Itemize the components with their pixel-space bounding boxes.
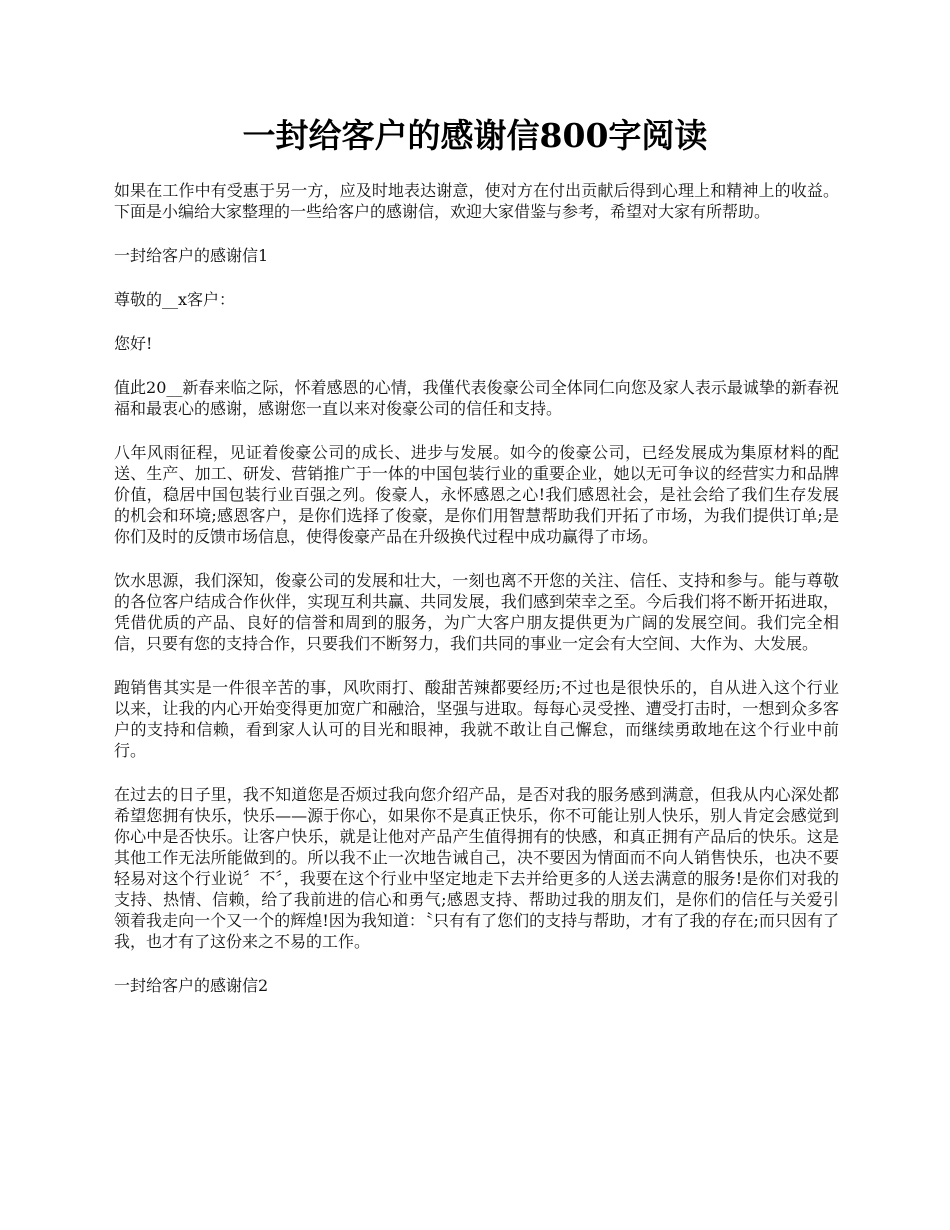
greeting: 您好! (114, 334, 153, 353)
section-heading-2: 一封给客户的感谢信2 (114, 976, 269, 995)
salutation: 尊敬的__x客户： (114, 290, 236, 309)
body-paragraph: 在过去的日子里，我不知道您是否烦过我向您介绍产品，是否对我的服务感到满意，但我从内心深处都希望您拥有快乐，快乐——源于你心，如果你不是真正快乐，你不可能让别人快乐，别人肯定会感觉到你心中是否快乐。让客户快乐，就是让他对产品产生值得拥有的快感，和真正拥有产品后的快乐。这是其他工作无法所能做到的。所以我不止一次地告诫自己，决不要因为情面而不向人销售快乐，也决不要轻易对这个行业说〞不〞，我要在这个行业中坚定地走下去并给更多的人送去满意的服务!是你们对我的支持、热情、信赖，给了我前进的信心和勇气;感恩支持、帮助过我的朋友们，是你们的信任与关爱引领着我走向一个又一个的辉煌!因为我知道：〝只有有了您们的支持与帮助，才有了我的存在;而只因有了我，也才有了这份来之不易的工作。 (114, 785, 839, 951)
document-body (114, 180, 839, 1019)
body-paragraph: 八年风雨征程，见证着俊豪公司的成长、进步与发展。如今的俊豪公司，已经发展成为集原材料的配送、生产、加工、研发、营销推广于一体的中国包装行业的重要企业，她以无可争议的经营实力和品牌价值，稳居中国包装行业百强之列。俊豪人，永怀感恩之心!我们感恩社会，是社会给了我们生存发展的机会和环境;感恩客户，是你们选择了俊豪，是你们用智慧帮助我们开拓了市场，为我们提供订单;是你们及时的反馈市场信息，使得俊豪产品在升级换代过程中成功赢得了市场。 (114, 443, 839, 546)
body-paragraph: 值此20__新春来临之际，怀着感恩的心情，我僅代表俊豪公司全体同仁向您及家人表示最诚挚的新春祝福和最衷心的感谢，感谢您一直以来对俊豪公司的信任和支持。 (114, 378, 839, 418)
section-heading-1: 一封给客户的感谢信1 (114, 246, 269, 265)
body-paragraph: 饮水思源，我们深知，俊豪公司的发展和壮大，一刻也离不开您的关注、信任、支持和参与。能与尊敬的各位客户结成合作伙伴，实现互利共赢、共同发展，我们感到荣幸之至。今后我们将不断开拓进取，凭借优质的产品、良好的信誉和周到的服务，为广大客户朋友提供更为广阔的发展空间。我们完全相信，只要有您的支持合作，只要我们不断努力，我们共同的事业一定会有大空间、大作为、大发展。 (114, 571, 839, 653)
document-title: 一封给客户的感谢信800字阅读 (242, 116, 708, 155)
body-paragraph: 跑销售其实是一件很辛苦的事，风吹雨打、酸甜苦辣都要经历;不过也是很快乐的，自从进入这个行业以来，让我的内心开始变得更加宽广和融洽，坚强与进取。每每心灵受挫、遭受打击时，一想到众多客户的支持和信赖，看到家人认可的目光和眼神，我就不敢让自己懈怠，而继续勇敢地在这个行业中前行。 (114, 678, 839, 760)
intro-paragraph: 如果在工作中有受惠于另一方，应及时地表达谢意，使对方在付出贡献后得到心理上和精神上的收益。下面是小编给大家整理的一些给客户的感谢信，欢迎大家借鉴与参考，希望对大家有所帮助。 (114, 181, 839, 221)
